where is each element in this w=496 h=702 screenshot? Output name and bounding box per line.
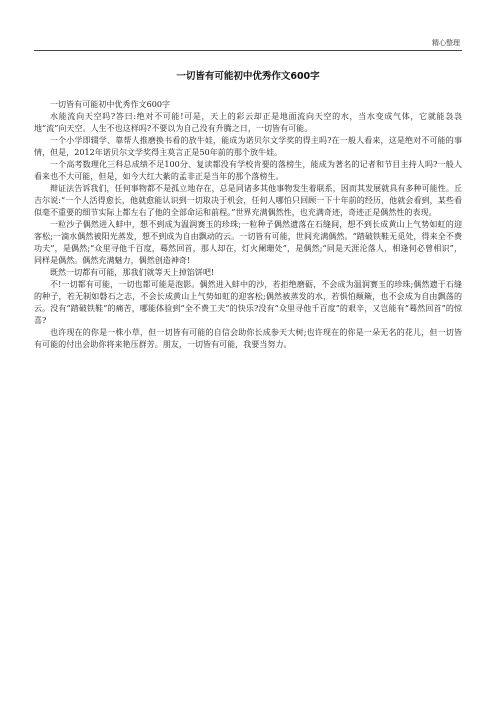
document-body xyxy=(34,99,462,351)
header-divider xyxy=(34,50,462,51)
header-label: 精心整理 xyxy=(432,39,460,47)
paragraph: 辩证法告诉我们，任何事物都不是孤立地存在，总是同诸多其他事物发生着联系，因而其发展就具有多种可能性。丘吉尔说:“一个人活得愈长，他就愈能认识到一切取决于机会，任何人哪怕只回顾一下十年前的经历，他就会看到，某些看似毫不重要的细节实际上都左右了他的全部命运和前程。”世界充满偶然性，也充满奇迹，奇迹正是偶然性的表现。 xyxy=(34,184,462,217)
paragraph: 既然一切都有可能，那我们就等天上掉馅饼吧! xyxy=(50,268,215,277)
paragraph: 一切皆有可能初中优秀作文600字 xyxy=(50,100,171,109)
paragraph: 一个高考数理化三科总成绩不足100分、复读都没有学校肯要的落榜生，能成为著名的记者和节目主持人吗?一般人看来也不大可能，但是，如今大红大紫的孟非正是当年的那个落榜生。 xyxy=(34,160,462,181)
paragraph: 一个小学即辍学、靠帮人推磨换书看的放牛娃，能成为诺贝尔文学奖的得主吗?在一般人看来，这是绝对不可能的事情，但是，2012年诺贝尔文学奖得主莫言正是50年前的那个放牛娃。 xyxy=(34,136,462,157)
paragraph: 不!一切都有可能，一切也都可能是泡影。偶然进入蚌中的沙，若拒绝磨砺，不会成为温润赛玉的珍珠;偶然遗于石缝的种子，若无制如磐石之志，不会长成黄山上气势如虹的迎客松;偶然被蒸发的水，若惧怕颠簸，也不会成为自由飘荡的云。没有“踏破铁鞋”的痛苦，哪能体验到“全不费工夫”的快乐?没有“众里寻他千百度”的艰辛，又岂能有“蓦然回首”的惊喜? xyxy=(34,280,462,325)
paragraph: 也许现在的你是一株小草，但一切皆有可能的自信会助你长成参天大树;也许现在的你是一朵无名的花儿，但一切皆有可能的付出会助你将来艳压群芳。朋友，一切皆有可能，我要当努力。 xyxy=(34,328,462,349)
document-title: 一切皆有可能初中优秀作文600字 xyxy=(176,71,320,82)
paragraph: 水能流向天空吗?答曰:绝对不可能!可是，天上的彩云却正是地面流向天空的水，当水变成气体，它就能袅袅地“流”向天空。人生不也这样吗?不要以为自己没有升腾之日，一切皆有可能。 xyxy=(34,112,462,133)
paragraph: 一粒沙子偶然进入蚌中，想不到成为温润赛玉的珍珠;一粒种子偶然遗落在石缝间，想不到长成黄山上气势如虹的迎客松;一滴水偶然被阳光蒸发，想不到成为自由飘动的云。一切皆有可能，世间充满偶然。“踏破铁鞋无觅处，得来全不费功夫”，是偶然;“众里寻他千百度，蓦然回首，那人却在，灯火阑珊处”，是偶然;“同是天涯沦落人，相逢何必曾相识”，同样是偶然。偶然充满魅力，偶然创造神奇! xyxy=(34,220,462,265)
